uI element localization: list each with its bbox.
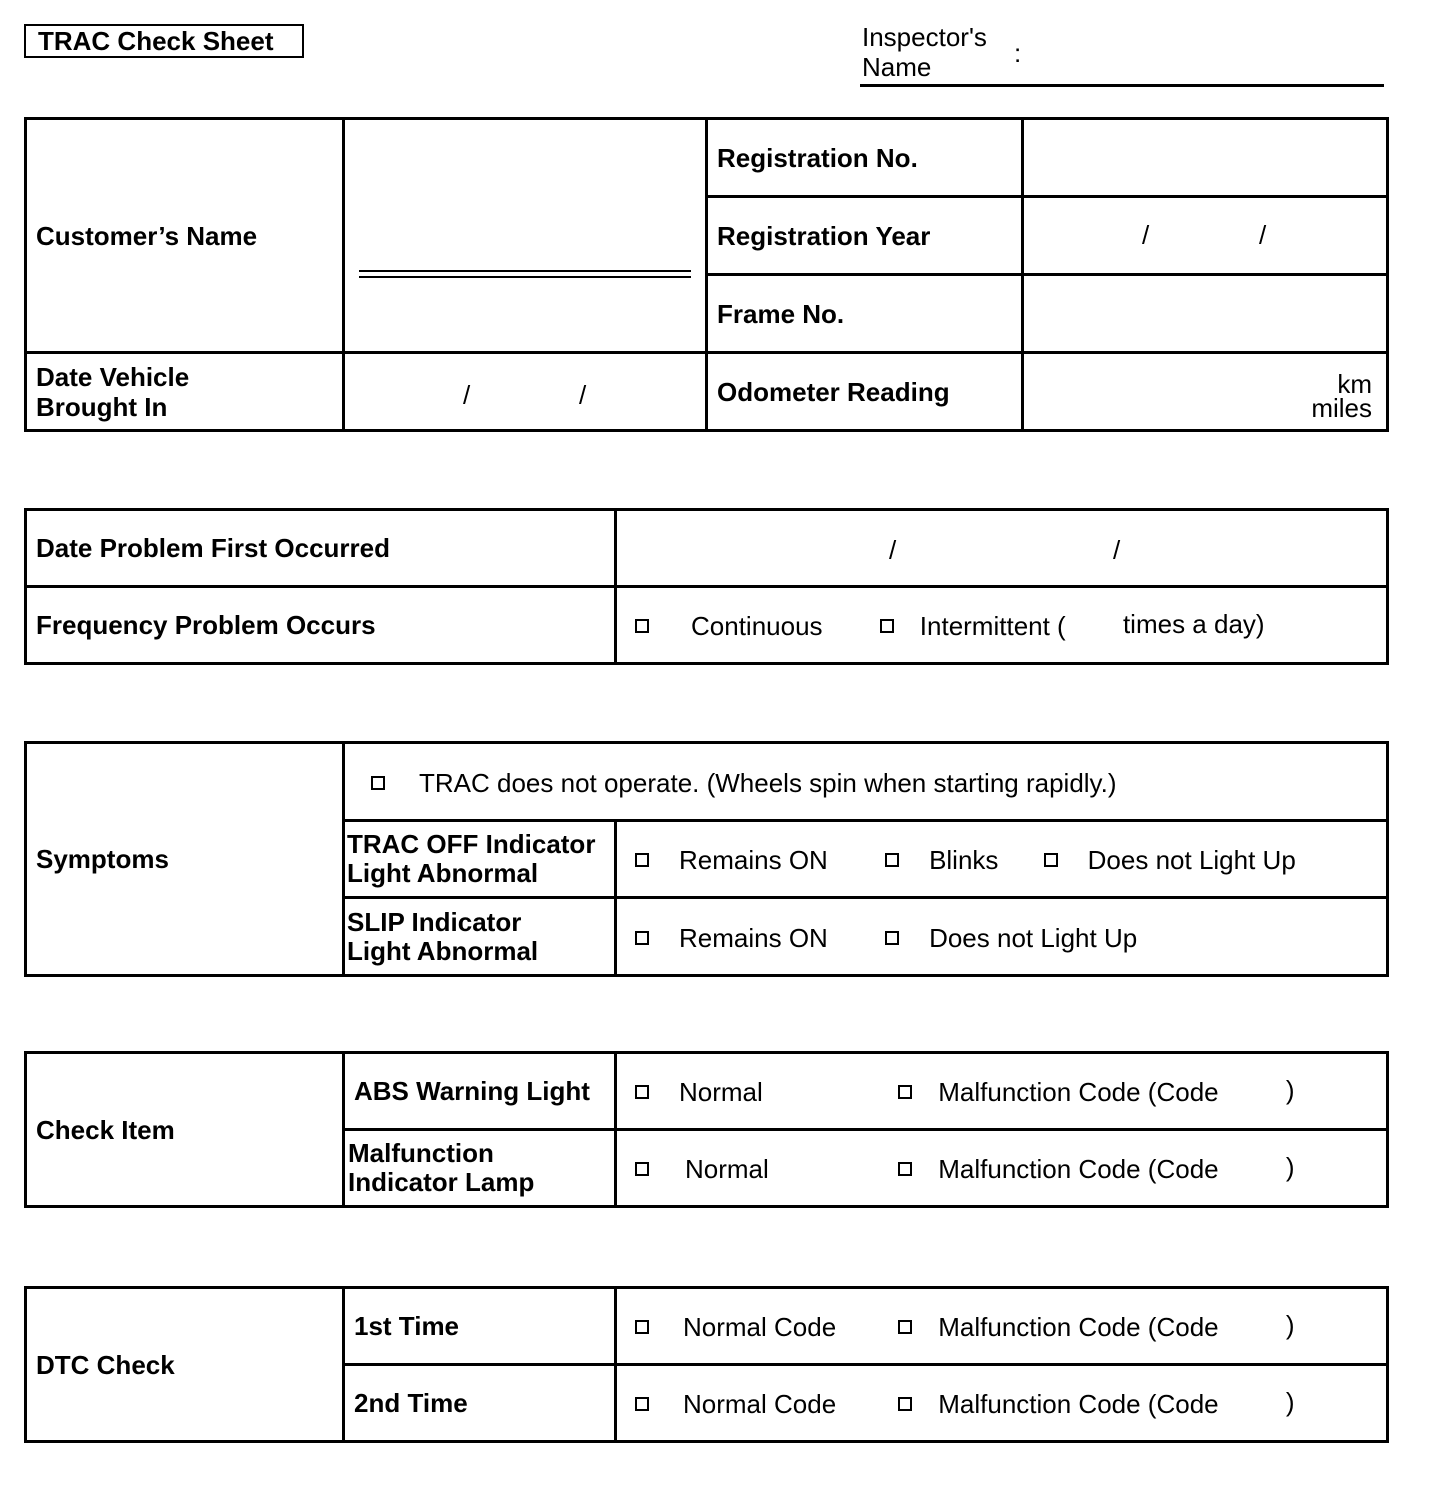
customer-name-label: Customer’s Name (26, 119, 344, 353)
vehicle-info-table (24, 117, 1389, 432)
registration-no-field[interactable] (1023, 119, 1388, 197)
close-paren: ) (1285, 1387, 1295, 1417)
remains-on-option[interactable]: Remains ON (635, 845, 828, 875)
checkbox-icon[interactable] (635, 1320, 649, 1334)
date-slash: / (579, 380, 587, 410)
blinks-option[interactable]: Blinks (885, 845, 998, 875)
odometer-reading-field[interactable] (1023, 353, 1388, 431)
close-paren: ) (1285, 1152, 1295, 1182)
date-slash: / (463, 380, 471, 410)
date-vehicle-brought-in-field[interactable] (344, 353, 707, 431)
inspector-name-field[interactable] (860, 84, 1384, 87)
checkbox-icon[interactable] (880, 619, 894, 633)
checkbox-icon[interactable] (898, 1162, 912, 1176)
second-time-options (616, 1365, 1388, 1442)
dtc-check-label: DTC Check (26, 1288, 344, 1442)
frame-no-field[interactable] (1023, 275, 1388, 353)
first-time-label: 1st Time (344, 1288, 616, 1365)
checkbox-icon[interactable] (635, 853, 649, 867)
date-problem-first-occurred-label: Date Problem First Occurred (26, 510, 616, 587)
checkbox-icon[interactable] (635, 1162, 649, 1176)
checkbox-icon[interactable] (635, 931, 649, 945)
sheet-title: TRAC Check Sheet (24, 24, 304, 58)
registration-year-field[interactable] (1023, 197, 1388, 275)
trac-does-not-operate-row (344, 743, 1388, 821)
checkbox-icon[interactable] (898, 1397, 912, 1411)
inspector-name-label: Inspector's Name (862, 22, 987, 82)
checkbox-icon[interactable] (1044, 853, 1058, 867)
checkbox-icon[interactable] (635, 1397, 649, 1411)
malfunction-code-option[interactable]: Malfunction Code (Code (898, 1312, 1218, 1342)
registration-year-label: Registration Year (707, 197, 1023, 275)
intermittent-option[interactable]: Intermittent ( (880, 611, 1066, 641)
date-vehicle-brought-in-label: Date Vehicle Brought In (26, 353, 344, 431)
checkbox-icon[interactable] (898, 1085, 912, 1099)
date-slash: / (889, 535, 897, 565)
double-underline (359, 270, 691, 278)
frame-no-label: Frame No. (707, 275, 1023, 353)
checkbox-icon[interactable] (885, 931, 899, 945)
symptoms-label: Symptoms (26, 743, 344, 976)
frequency-problem-occurs-label: Frequency Problem Occurs (26, 587, 616, 664)
normal-option[interactable]: Normal (635, 1077, 891, 1107)
date-slash: / (1142, 220, 1150, 250)
abs-warning-light-label: ABS Warning Light (344, 1053, 616, 1130)
check-item-table (24, 1051, 1389, 1208)
trac-off-indicator-label: TRAC OFF Indicator Light Abnormal (344, 821, 616, 898)
slip-indicator-options (616, 898, 1388, 976)
normal-code-option[interactable]: Normal Code (635, 1312, 891, 1342)
does-not-light-up-option[interactable]: Does not Light Up (885, 923, 1137, 953)
remains-on-option[interactable]: Remains ON (635, 923, 828, 953)
trac-off-indicator-options (616, 821, 1388, 898)
unit-miles: miles (1311, 393, 1372, 423)
date-problem-first-occurred-field[interactable] (616, 510, 1388, 587)
unit-km: km (1337, 369, 1372, 399)
check-item-label: Check Item (26, 1053, 344, 1207)
checkbox-icon[interactable] (635, 1085, 649, 1099)
malfunction-indicator-lamp-label: Malfunction Indicator Lamp (344, 1130, 616, 1207)
trac-does-not-operate-option[interactable]: TRAC does not operate. (Wheels spin when starting rapidly.) (371, 768, 1117, 798)
times-a-day-label: times a day) (1122, 609, 1265, 639)
second-time-label: 2nd Time (344, 1365, 616, 1442)
dtc-check-table (24, 1286, 1389, 1443)
close-paren: ) (1285, 1075, 1295, 1105)
slip-indicator-label: SLIP Indicator Light Abnormal (344, 898, 616, 976)
inspector-colon: : (1014, 38, 1022, 68)
malfunction-indicator-lamp-options (616, 1130, 1388, 1207)
date-slash: / (1113, 535, 1121, 565)
malfunction-code-option[interactable]: Malfunction Code (Code (898, 1077, 1218, 1107)
continuous-option[interactable]: Continuous (635, 611, 823, 641)
close-paren: ) (1285, 1310, 1295, 1340)
first-time-options (616, 1288, 1388, 1365)
odometer-reading-label: Odometer Reading (707, 353, 1023, 431)
checkbox-icon[interactable] (635, 619, 649, 633)
problem-occurrence-table (24, 508, 1389, 665)
malfunction-code-option[interactable]: Malfunction Code (Code (898, 1154, 1218, 1184)
checkbox-icon[interactable] (371, 776, 385, 790)
customer-name-field[interactable] (344, 119, 707, 353)
does-not-light-up-option[interactable]: Does not Light Up (1044, 845, 1296, 875)
registration-no-label: Registration No. (707, 119, 1023, 197)
normal-code-option[interactable]: Normal Code (635, 1389, 891, 1419)
malfunction-code-option[interactable]: Malfunction Code (Code (898, 1389, 1218, 1419)
symptoms-table (24, 741, 1389, 977)
abs-warning-light-options (616, 1053, 1388, 1130)
frequency-options (616, 587, 1388, 664)
checkbox-icon[interactable] (898, 1320, 912, 1334)
checkbox-icon[interactable] (885, 853, 899, 867)
date-slash: / (1259, 220, 1267, 250)
normal-option[interactable]: Normal (635, 1154, 891, 1184)
